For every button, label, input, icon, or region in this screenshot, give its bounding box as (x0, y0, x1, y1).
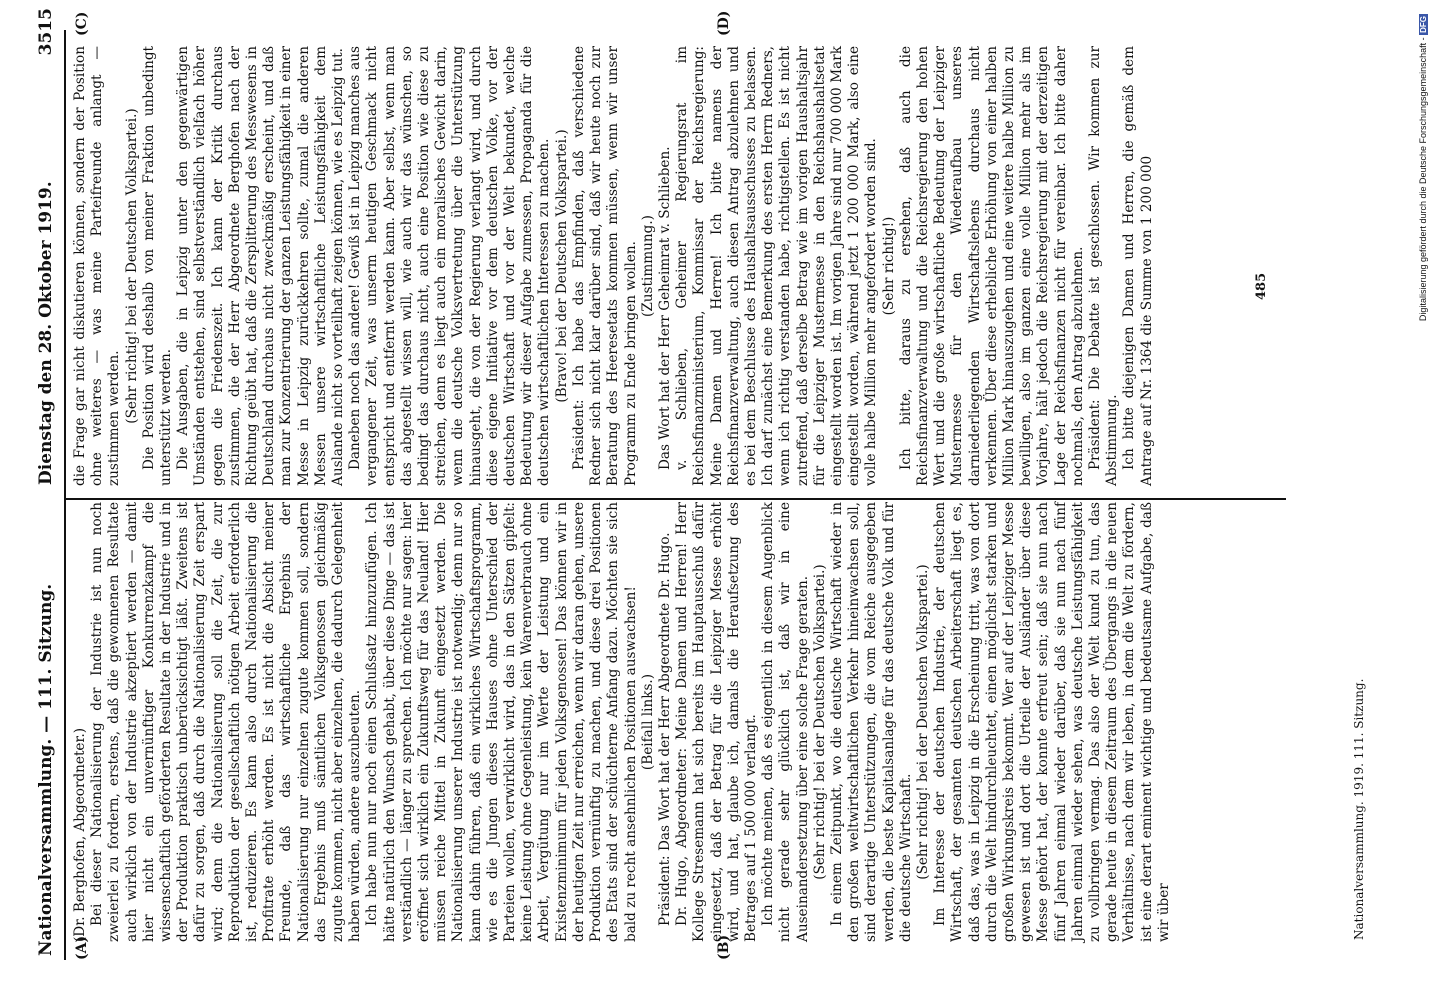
paragraph: Im Interesse der deutschen Industrie, der deutschen Wirtschaft, der gesamten deutschen Arbeiterschaft liegt es, daß das, was in Leipzig in die Erscheinung tritt, was von dort durch die Welt hindurchleuchtet, einen möglichst starken und großen Wirkungskreis bekommt. Wer auf der Leipziger Messe gewesen ist und dort die Urteile der Ausländer über diese Messe gehört hat, der konnte erfreut sein; daß sie nun nach fünf Jahren einmal wieder darüber, daß sie nun nach fünf Jahren einmal wieder sehen, was deutsche Leistungsfähigkeit zu vollbringen vermag. Das also der Welt kund zu tun, das gerade heute in diesem Zeitraum des Übergangs in die neuen Verhältnisse, nach dem wir leben, in dem die Welt zu fördern, ist eine derart eminent wichtige und bedeutsame Aufgabe, daß wir über (932, 502, 1172, 942)
paragraph: In einem Zeitpunkt, wo die deutsche Wirtschaft wieder in den großen weltwirtschaftlichen Verkehr hineinwachsen soll, sind derartige Unterstützungen, die vom Reiche ausgegeben werden, die beste Kapitalsanlage für das deutsche Volk und für die deutsche Wirtschaft. (828, 502, 914, 942)
paragraph: Präsident: Ich habe das Empfinden, daß verschiedene Redner sich nicht klar darüber sind, daß wir heute noch zur Beratung des Heeresetats kommen müssen, wenn wir unser Programm zu Ende bringen wollen. (570, 46, 639, 486)
interjection: (Zustimmung.) (639, 215, 656, 317)
margin-mark-b: (B) (716, 934, 732, 960)
digitization-note (1418, 0, 1432, 1000)
interjection: (Sehr richtig! bei der Deutschen Volkspartei.) (914, 564, 931, 880)
page-number: 3515 (36, 8, 56, 56)
page-reference: 485 (1254, 272, 1269, 300)
footer: Nationalversammlung. 1919. 111. Sitzung. (1352, 678, 1366, 940)
paragraph: Ich bitte diejenigen Damen und Herren, die gemäß dem Antrage auf Nr. 1364 die Summe von 1 200 000 (1121, 46, 1155, 486)
paragraph: Die Ausgaben, die in Leipzig unter den gegenwärtigen Umständen entstehen, sind selbstverständlich vielfach höher gegen die Friedenszeit. Ich kann der Kritik durchaus zustimmen, die der Herr Abgeordnete Berghofen nach der Richtung geübt hat, daß die Zersplitterung des Messwesens in Deutschland durchaus nicht zweckmäßig erscheint, und daß man zur Konzentrierung der ganzen Leistungsfähigkeit in einer Messe in Leipzig zurückkehren sollte, zumal die anderen Messen unsere wirtschaftliche Leistungsfähigkeit dem Auslande nicht so vorteilhaft zeigen können, wie es Leipzig tut. (175, 46, 347, 486)
interjection: (Beifall links.) (639, 673, 656, 771)
speaker-reference: (Dr. Berghofen, Abgeordneter.) (72, 727, 88, 942)
header-date: Dienstag den 28. Oktober 1919. (36, 181, 56, 485)
paragraph: Ich bitte, daraus zu ersehen, daß auch die Reichsfinanzverwaltung und die Reichsregierung den hohen Wert und die große wirtschaftliche Bedeutung der Leipziger Mustermesse für den Wiederaufbau unseres darniederliegenden Wirtschaftslebens durchaus nicht verkennen. Über diese erhebliche Erhöhung von einer halben Million Mark hinauszugehen und eine weitere halbe Million zu bewilligen, also im ganzen eine volle Million mehr als im Vorjahre, hält jedoch die Reichsregierung mit der derzeitigen Lage der Reichsfinanzen nicht für vereinbar. Ich bitte daher nochmals, den Antrag abzulehnen. (897, 46, 1086, 486)
paragraph: Die Position wird deshalb von meiner Fraktion unbedingt unterstützt werden. (140, 46, 175, 486)
margin-mark-c: (C) (74, 11, 90, 36)
dfg-logo: DFG (1419, 16, 1428, 33)
paragraph: Ich habe nun nur noch einen Schlußsatz hinzuzufügen. Ich hätte natürlich den Wunsch gehabt, über diese Dinge — das ist verständlich — länger zu sprechen. Ich möchte nur sagen: hier eröffnet sich wirklich ein Zukunftsweg für das Neuland! Hier müssen reiche Mittel in Zukunft eingesetzt werden. Die Nationalisierung unserer Industrie ist notwendig; denn nur so kann dahin führen, daß ein wirkliches Wirtschaftsprogramm, wie es die Jungen dieses Hauses ohne Unterschied der Parteien wollen, verwirklicht wird, das in den Sätzen gipfelt: keine Leistung ohne Gegenleistung, kein Warenverbrauch ohne Arbeit, Vergütung nur im Werte der Leistung und ein Existenzminimum für jeden Volksgenossen! Das können wir in der heutigen Zeit nur erreichen, wenn wir daran gehen, unsere Produktion vernünftig zu machen, und diese drei Positionen des Etats sind der schüchterne Anfang dazu. Möchten sie sich bald zu recht ansehnlichen Positionen auswachsen! (364, 502, 639, 942)
paragraph: Bei dieser Nationalisierung der Industrie ist nun noch zweierlei zu fordern, erstens, daß die gewonnenen Resultate auch wirklich von der Industrie akzeptiert werden — damit hier nicht ein unvernünftiger Konkurrenzkampf die wissenschaftlich geförderten Resultate in der Industrie und in der Produktion praktisch unberücksichtigt läßt. Zweitens ist dafür zu sorgen, daß durch die Nationalisierung Zeit erspart wird; denn die Nationalisierung soll die Zeit, die zur Reproduktion der gesellschaftlich nötigen Arbeit erforderlich ist, reduzieren. Es kann also durch Nationalisierung die Profitrate erhöht werden. Es ist nicht die Absicht meiner Freunde, daß das wirtschaftliche Ergebnis der Nationalisierung nur einzelnen zugute kommen soll, sondern das Ergebnis muß sämtlichen Volksgenossen gleichmäßig zugute kommen, nicht aber einzelnen, die dadurch Gelegenheit haben würden, andere auszubeuten. (89, 502, 364, 942)
paragraph: Ich möchte meinen, daß es eigentlich in diesem Augenblick nicht gerade sehr glücklich ist, daß wir in eine Auseinandersetzung über eine solche Frage geraten. (760, 502, 811, 942)
interjection: (Sehr richtig! bei der Deutschen Volkspartei.) (811, 564, 828, 880)
interjection: (Sehr richtig! bei der Deutschen Volkspartei.) (123, 108, 140, 424)
right-column (72, 46, 1156, 486)
paragraph: Dr. Hugo, Abgeordneter: Meine Damen und Herren! Herr Kollege Stresemann hat sich bereits im Hauptausschuß dafür eingesetzt, daß der Betrag für die Leipziger Messe erhöht wird, und hat, glaube ich, damals die Heraufsetzung des Betrages auf 1 500 000 verlangt. (674, 502, 759, 942)
digitization-text: Digitalisierung gefördert durch die Deutsche Forschungsgemeinschaft - (1418, 37, 1428, 322)
margin-mark-a: (A) (74, 935, 90, 960)
interjection: (Sehr richtig!) (880, 216, 897, 316)
header-rule (64, 30, 66, 960)
column-divider (66, 499, 1286, 501)
paragraph: Präsident: Das Wort hat der Herr Abgeordnete Dr. Hugo. (656, 532, 673, 926)
paragraph: Daneben noch das andere! Gewiß ist in Leipzig manches aus vergangener Zeit, was unserm heutigen Geschmack nicht entspricht und entfernt werden kann. Aber selbst, wenn man das abgestellt wissen will, wie auch wir das wünschen, so bedingt das durchaus nicht, auch eine Position wie diese zu streichen, denn es liegt auch ein moralisches Gewicht darin, wenn die deutsche Volksvertretung über die Unterstützung hinausgeht, die von der Regierung verlangt wird, und durch diese eigene Initiative vor dem deutschen Volke, vor der deutschen Wirtschaft und vor der Welt bekundet, welche Bedeutung wir dieser Aufgabe zumessen, Propaganda für die deutschen wirtschaftlichen Interessen zu machen. (347, 46, 553, 486)
margin-mark-d: (D) (716, 10, 732, 36)
interjection: (Bravo! bei der Deutschen Volkspartei.) (553, 129, 570, 403)
paragraph: v. Schlieben, Geheimer Regierungsrat im Reichsfinanzministerium, Kommissar der Reichsregierung: Meine Damen und Herren! Ich bitte namens der Reichsfinanzverwaltung, auch diesen Antrag abzulehnen und es bei dem Beschlusse des Haushaltsausschusses zu belassen. Ich darf zunächst eine Bemerkung des ersten Herrn Redners, wenn ich richtig verstanden habe, richtigstellen. Es ist nicht zutreffend, daß derselbe Betrag wie im vorigen Haushaltsjahr für die Leipziger Mustermesse in den Reichshaushaltsetat eingestellt worden ist. Im vorigen Jahre sind nur 700 000 Mark eingestellt worden, während jetzt 1 200 000 Mark, also eine volle halbe Million mehr angefordert worden sind. (674, 46, 880, 486)
paragraph: Das Wort hat der Herr Geheimrat v. Schlieben. (656, 146, 673, 470)
paragraph: Präsident: Die Debatte ist geschlossen. Wir kommen zur Abstimmung. (1086, 46, 1121, 486)
left-column (72, 502, 1173, 942)
header-left: Nationalversammlung. — 111. Sitzung. (36, 583, 56, 956)
header-right (36, 8, 56, 485)
paragraph: die Frage gar nicht diskutieren können, sondern der Position ohne weiteres — was meine Parteifreunde anlangt — zustimmen werden. (72, 46, 123, 486)
